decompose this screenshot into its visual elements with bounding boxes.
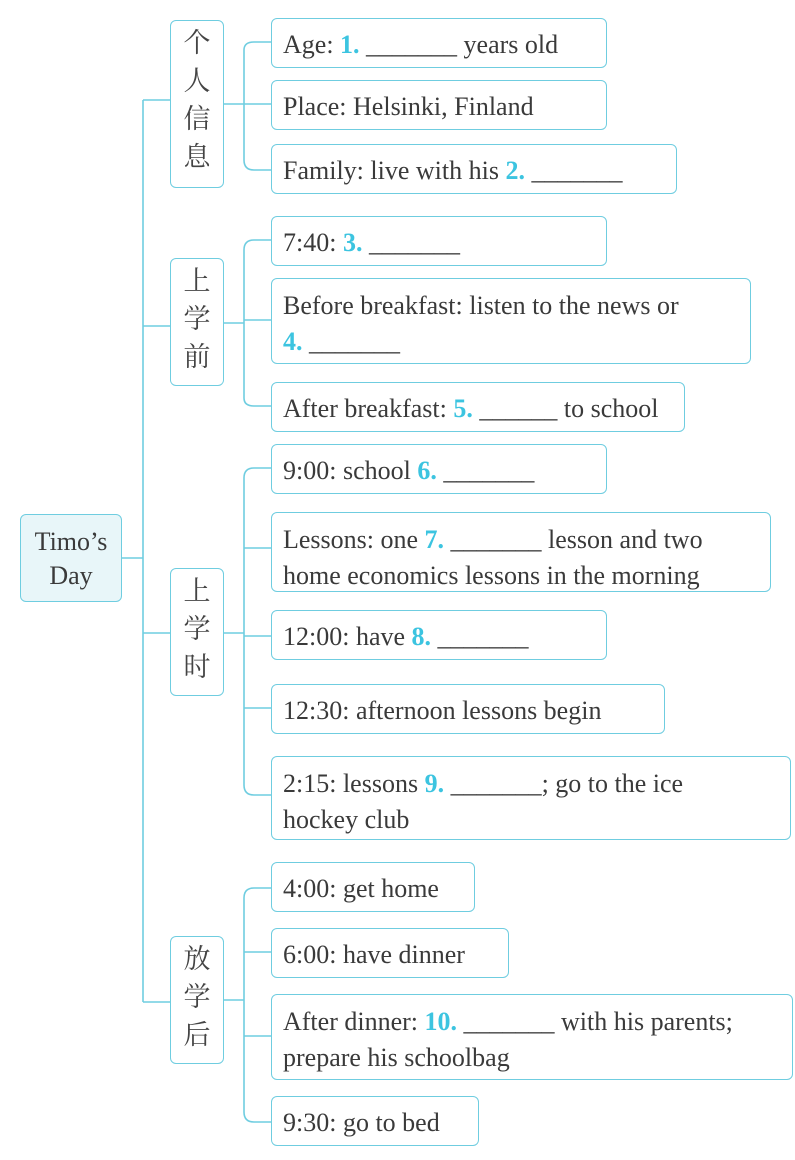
blank-number: 8. — [411, 622, 432, 651]
category-char: 信 — [183, 104, 211, 135]
item-time-1230: 12:30: afternoon lessons begin — [271, 684, 665, 734]
category-char: 前 — [183, 342, 211, 373]
item-before-breakfast: Before breakfast: listen to the news or 4. _______ — [271, 278, 751, 364]
item-lessons: Lessons: one 7. _______ lesson and two home economics lessons in the morning — [271, 512, 771, 592]
category-at-school — [170, 568, 224, 696]
root-label-line2: Day — [49, 561, 93, 590]
blank-number: 2. — [505, 156, 525, 185]
blank-number: 6. — [417, 456, 437, 485]
item-time-1200: 12:00: have 8. _______ — [271, 610, 607, 660]
blank-number: 5. — [453, 394, 473, 423]
category-char: 上 — [183, 266, 211, 297]
item-after-dinner: After dinner: 10. _______ with his parents; prepare his schoolbag — [271, 994, 793, 1080]
item-family: Family: live with his 2. _______ — [271, 144, 677, 194]
item-time-740: 7:40: 3. _______ — [271, 216, 607, 266]
category-char: 时 — [183, 652, 211, 683]
item-time-900: 9:00: school 6. _______ — [271, 444, 607, 494]
category-before-school — [170, 258, 224, 386]
blank-number: 3. — [342, 228, 363, 257]
blank-number: 1. — [340, 30, 360, 59]
item-time-600: 6:00: have dinner — [271, 928, 509, 978]
category-char: 放 — [183, 944, 211, 975]
category-char: 后 — [183, 1020, 211, 1051]
blank-number: 4. — [283, 327, 303, 356]
blank-number: 10. — [424, 1007, 458, 1036]
category-char: 人 — [183, 66, 211, 97]
root-label-line1: Timo’s — [34, 527, 108, 556]
category-char: 息 — [183, 142, 211, 173]
category-char: 学 — [183, 982, 211, 1013]
root-node-timos-day — [20, 514, 122, 602]
category-after-school — [170, 936, 224, 1064]
category-char: 上 — [183, 576, 211, 607]
item-place: Place: Helsinki, Finland — [271, 80, 607, 130]
blank-number: 9. — [424, 769, 445, 798]
category-char: 个 — [183, 28, 211, 59]
blank-number: 7. — [424, 525, 445, 554]
item-time-930: 9:30: go to bed — [271, 1096, 479, 1146]
item-time-400: 4:00: get home — [271, 862, 475, 912]
category-char: 学 — [183, 614, 211, 645]
item-age: Age: 1. _______ years old — [271, 18, 607, 68]
item-time-215: 2:15: lessons 9. _______; go to the ice hockey club — [271, 756, 791, 840]
category-char: 学 — [183, 304, 211, 335]
item-after-breakfast: After breakfast: 5. ______ to school — [271, 382, 685, 432]
category-personal-info — [170, 20, 224, 188]
